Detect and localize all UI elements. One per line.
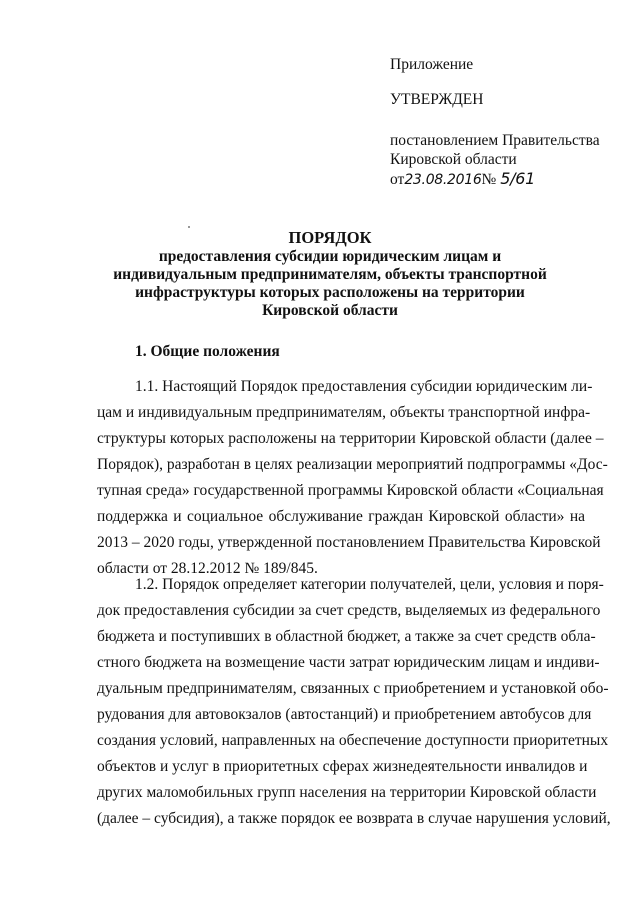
text-line: 1.2. Порядок определяет категории получателей, цели, условия и поря-	[135, 576, 604, 593]
text-line: дуальным предпринимателям, связанных с приобретением и установкой обо-	[97, 680, 609, 697]
appendix-label: Приложение	[390, 56, 474, 73]
text-line: стного бюджета на возмещение части затрат юридическим лицам и индиви-	[97, 654, 600, 671]
title-line: инфраструктуры которых расположены на территории	[135, 284, 525, 301]
text-line: создания условий, направленных на обеспечение доступности приоритетных	[97, 732, 609, 749]
number-sign: №	[481, 171, 497, 188]
scan-speck	[188, 226, 190, 228]
text-line: 2013 – 2020 годы, утвержденной постановлением Правительства Кировской	[97, 534, 601, 551]
text-line: структуры которых расположены на территории Кировской области (далее –	[97, 430, 604, 447]
document-title	[80, 229, 580, 320]
decree-date-line	[390, 169, 620, 190]
date-prefix: от	[390, 171, 405, 188]
text-line: области от 28.12.2012 № 189/845.	[97, 560, 318, 577]
text-line: бюджета и поступивших в областной бюджет, а также за счет средств обла-	[97, 628, 596, 645]
text-line: (далее – субсидия), а также порядок ее возврата в случае нарушения условий,	[97, 810, 611, 827]
approved-label: УТВЕРЖДЕН	[390, 91, 484, 108]
text-line: тупная среда» государственной программы Кировской области «Социальная	[97, 482, 604, 499]
text-line: поддержка и социальное обслуживание граждан Кировской области» на	[97, 508, 585, 525]
text-line: док предоставления субсидии за счет средств, выделяемых из федерального	[97, 602, 601, 619]
handwritten-number: 5/61	[500, 169, 536, 188]
text-line: 1.1. Настоящий Порядок предоставления субсидии юридическим ли-	[135, 378, 593, 395]
approval-block	[390, 55, 620, 190]
text-line: цам и индивидуальным предпринимателям, объекты транспортной инфра-	[97, 404, 591, 421]
title-line: индивидуальным предпринимателям, объекты транспортной	[113, 266, 547, 283]
section-heading: 1. Общие положения	[135, 343, 280, 360]
decree-line-1: постановлением Правительства	[390, 132, 600, 149]
title-line: предоставления субсидии юридическим лицам и	[158, 248, 502, 265]
title-line: Кировской области	[262, 302, 398, 319]
text-line: рудования для автовокзалов (автостанций) и приобретением автобусов для	[97, 706, 592, 723]
text-line: других маломобильных групп населения на территории Кировской области	[97, 784, 597, 801]
title-main: ПОРЯДОК	[288, 228, 372, 247]
paragraph-1-1	[97, 374, 608, 582]
decree-line-2: Кировской области	[390, 151, 517, 168]
paragraph-1-2	[97, 572, 611, 832]
text-line: объектов и услуг в приоритетных сферах жизнедеятельности инвалидов и	[97, 758, 588, 775]
text-line: Порядок), разработан в целях реализации мероприятий подпрограммы «Дос-	[97, 456, 608, 473]
handwritten-date: 23.08.2016	[404, 172, 482, 188]
